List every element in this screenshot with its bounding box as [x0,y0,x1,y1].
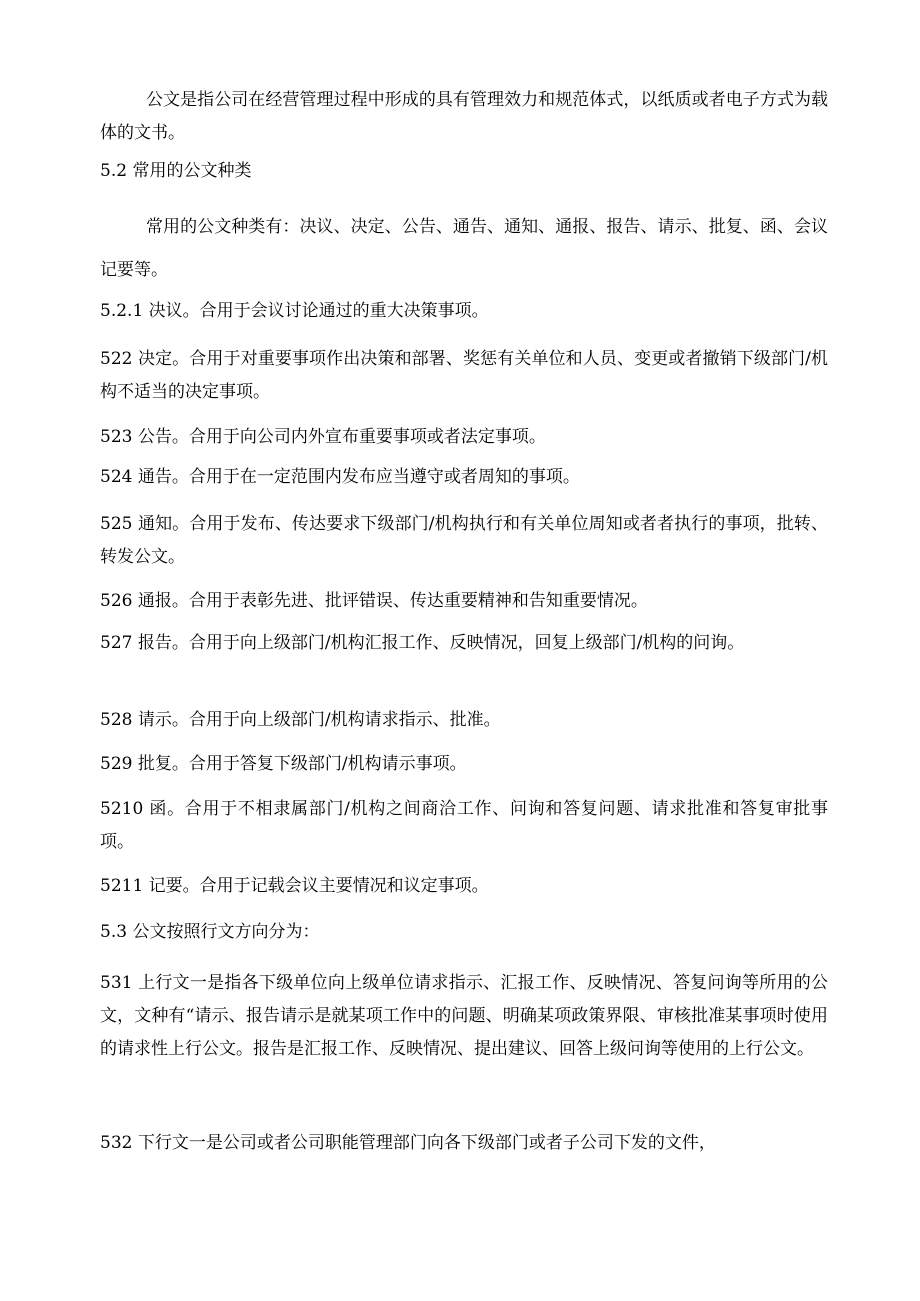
item-5-2-7: 527 报告。合用于向上级部门/机构汇报工作、反映情况，回复上级部门/机构的问询。 [100,633,745,653]
item-5-2-9: 529 批复。合用于答复下级部门/机构请示事项。 [100,754,467,774]
item-5-3-1: 531 上行文一是指各下级单位向上级单位请求指示、汇报工作、反映情况、答复问询等所用的公文，文种有“请示、报告请示是就某项工作中的问题、明确某项政策界限、审核批准某事项时使用的请求性上行公文。报告是汇报工作、反映情况、提出建议、回答上级问询等使用的上行公文。 [100,973,828,1059]
item-5-2-1: 5.2.1 决议。合用于会议讨论通过的重大决策事项。 [100,301,489,321]
definition-paragraph: 公文是指公司在经营管理过程中形成的具有管理效力和规范体式，以纸质或者电子方式为载体的文书。 [100,90,828,143]
item-5-2-6: 526 通报。合用于表彰先进、批评错误、传达重要精神和告知重要情况。 [100,591,648,611]
item-5-2-5: 525 通知。合用于发布、传达要求下级部门/机构执行和有关单位周知或者者执行的事项，批转、转发公文。 [100,514,828,567]
item-5-2-11: 5211 记要。合用于记载会议主要情况和议定事项。 [100,876,489,896]
item-5-2-3: 523 公告。合用于向公司内外宣布重要事项或者法定事项。 [100,427,546,447]
item-5-2-10: 5210 函。合用于不相隶属部门/机构之间商洽工作、问询和答复问题、请求批准和答复审批事项。 [100,799,828,852]
item-5-2-2: 522 决定。合用于对重要事项作出决策和部署、奖惩有关单位和人员、变更或者撤销下级部门/机构不适当的决定事项。 [100,349,828,402]
document-types-paragraph: 常用的公文种类有：决议、决定、公告、通告、通知、通报、报告、请示、批复、函、会议记要等。 [100,217,828,280]
item-5-2-4: 524 通告。合用于在一定范围内发布应当遵守或者周知的事项。 [100,467,580,487]
section-heading-5-3: 5.3 公文按照行文方向分为： [100,922,320,942]
item-5-3-2: 532 下行文一是公司或者公司职能管理部门向各下级部门或者子公司下发的文件， [100,1133,716,1153]
item-5-2-8: 528 请示。合用于向上级部门/机构请求指示、批准。 [100,710,501,730]
section-heading-5-2: 5.2 常用的公文种类 [100,161,252,181]
